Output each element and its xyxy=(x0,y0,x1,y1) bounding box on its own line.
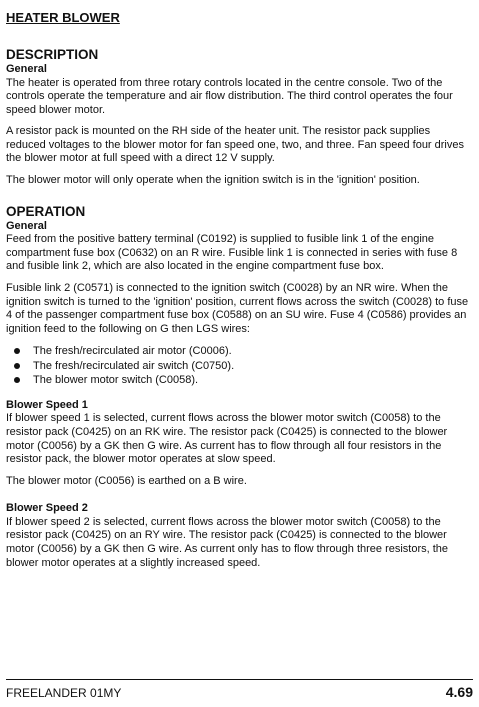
blower-speed-1-paragraph: The blower motor (C0056) is earthed on a B wire. xyxy=(6,474,247,487)
description-paragraph: The blower motor will only operate when the ignition switch is in the 'ignition' position. xyxy=(6,174,420,187)
page-number: 4.69 xyxy=(445,684,473,700)
description-paragraph: The heater is operated from three rotary controls located in the centre console. Two of the controls operate the temperature and air flow distribution. The third control operates the four speed blower motor. xyxy=(6,76,453,116)
operation-section xyxy=(6,204,472,387)
description-heading: DESCRIPTION xyxy=(6,47,99,62)
blower-speed-1-section xyxy=(6,399,472,488)
list-item-text: The blower motor switch (C0058). xyxy=(33,373,199,386)
list-item xyxy=(6,344,472,358)
blower-speed-2-paragraph: If blower speed 2 is selected, current flows across the blower motor switch (C0058) to the resistor pack (C0425) on an RY wire. The resistor pack (C0425) is connected to the blower motor (C0056) by a GK then G wire. As current only has to flow through three resistors, the blower motor operates at a slightly increased speed. xyxy=(6,515,449,569)
list-item-text: The fresh/recirculated air motor (C0006). xyxy=(33,345,232,358)
list-item xyxy=(6,359,472,373)
bullet-icon xyxy=(14,363,20,369)
blower-speed-1-paragraph: If blower speed 1 is selected, current flows across the blower motor switch (C0058) to the resistor pack (C0425) on an RK wire. The resistor pack (C0425) is connected to the blower motor (C0056) by a GK then G wire. As current has to flow through all four resistors in the resistor pack, the blower motor operates at slow speed. xyxy=(6,412,448,466)
document-title: HEATER BLOWER xyxy=(6,10,120,25)
footer-model: FREELANDER 01MY xyxy=(6,686,122,700)
page-footer xyxy=(6,679,473,700)
description-subheading: General xyxy=(6,63,47,75)
blower-speed-2-heading: Blower Speed 2 xyxy=(6,502,88,515)
blower-speed-2-section xyxy=(6,502,472,570)
description-section xyxy=(6,47,472,188)
bullet-icon xyxy=(14,348,20,354)
list-item-text: The fresh/recirculated air switch (C0750). xyxy=(33,359,235,372)
operation-paragraph: Feed from the positive battery terminal (C0192) is supplied to fusible link 1 of the engine compartment fuse box (C0632) on an R wire. Fusible link 1 is connected in series with fuse 8 and fusible link 2, which are also located in the engine compartment fuse box. xyxy=(6,233,458,273)
operation-subheading: General xyxy=(6,219,47,232)
document-page xyxy=(6,10,472,578)
bullet-icon xyxy=(14,377,20,383)
operation-paragraph: Fusible link 2 (C0571) is connected to the ignition switch (C0028) by an NR wire. When the ignition switch is turned to the 'ignition' position, current flows across the switch (C0028) to fuse 4 of the passenger compartment fuse box (C0588) on an SU wire. Fuse 4 (C0586) provides an ignition feed to the following on G then LGS wires: xyxy=(6,281,469,335)
description-paragraph: A resistor pack is mounted on the RH side of the heater unit. The resistor pack supplies reduced voltages to the blower motor for fan speed one, two, and three. Fan speed four drives the blower motor at full speed with a direct 12 V supply. xyxy=(6,125,464,165)
operation-heading: OPERATION xyxy=(6,203,86,219)
blower-speed-1-heading: Blower Speed 1 xyxy=(6,398,88,411)
list-item xyxy=(6,373,472,387)
ignition-feed-list xyxy=(6,344,472,387)
